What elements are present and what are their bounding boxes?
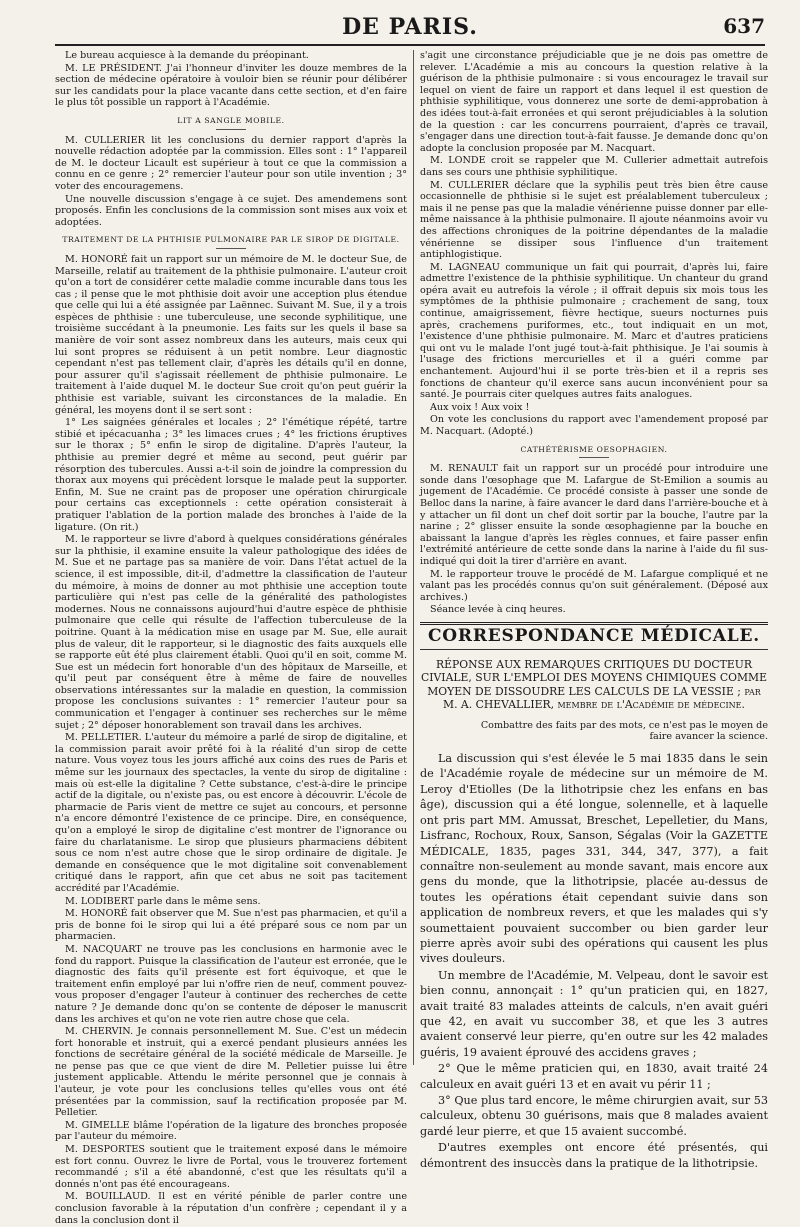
paragraph: M. CULLERIER déclare que la syphilis peut très bien être cause occasionnelle de phthisie si le sujet est préalablement tuberculeux ; mais il ne pense pas que la maladie vénérienne puisse donner par elle-même naissance à la phthisie pulmonaire. Il ajoute néanmoins avoir vu des affections chroniques de la poitrine dépendantes de la maladie vénérienne se dissiper sous l'influence d'un traitement antiphlogistique. — [420, 179, 768, 261]
paragraph: Le bureau acquiesce à la demande du préopinant. — [65, 50, 309, 61]
paragraph: M. NACQUART ne trouve pas les conclusions en harmonie avec le fond du rapport. Puisque la classification de l'auteur est erronée, que le diagnostic des faits qu'il présente est fort équivoque, et que le traitement enfin employé par lui n'offre rien de neuf, comment pouvez-vous proposer d'engager l'auteur à continuer des recherches de cette nature ? Je demande donc qu'on se contente de déposer le manuscrit dans les archives et qu'on ne vote rien autre chose que cela. — [55, 943, 407, 1025]
paragraph: 1° Les saignées générales et locales ; 2° l'émétique répété, tartre stibié et ipécacuanha ; 3° les limaces crues ; 4° les frictions éruptives sur le thorax ; 5° enfin le sirop de digitaline. D'après l'auteur, la phthisie au premier degré et même au second, peut guérir par résorption des tubercules. Aussi a-t-il soin de joindre la compression du thorax aux moyens qui précèdent lorsque le malade peut la supporter. Enfin, M. Sue ne craint pas de proposer une opération chirurgicale pour certains cas exceptionnels : cette opération consisterait à pratiquer l'ablation de la portion malade des bronches à l'aide de la ligature. (On rit.) — [55, 417, 407, 533]
section-heading: LIT A SANGLE MOBILE. — [55, 115, 407, 130]
paragraph: M. LE PRÉSIDENT. J'ai l'honneur d'inviter les douze membres de la section de médecine opératoire à vouloir bien se réunir pour délibérer sur les candidats pour la place vacante dans cette section, et d'en faire le plus tôt possible un rapport à l'Académie. — [55, 62, 407, 109]
paragraph: M. DESPORTES soutient que le traitement exposé dans le mémoire est fort connu. Ouvrez le livre de Portal, vous le trouverez fortement recommandé ; s'il a été abandonné, c'est que les résultats qu'il a donnés n'ont pas été encourageans. — [55, 1144, 407, 1190]
paragraph: M. BOUILLAUD. Il est en vérité pénible de parler contre une conclusion favorable à la réputation d'un confrère ; cependant il y a dans la conclusion dont il — [55, 1191, 407, 1226]
section-heading: CATHÉTÉRISME OESOPHAGIEN. — [420, 444, 768, 459]
paragraph: s'agit une circonstance préjudiciable que je ne dois pas omettre de relever. L'Académie a mis au concours la question relative à la guérison de la phthisie pulmonaire : si vous encouragez le travail sur lequel on vient de faire un rapport et dans lequel il est question de phthisie syphilitique, vous donnerez une sorte de demi-approbation à des idées tout-à-fait erronées et qui seront préjudiciables à la solution de la question : car les concurrens pourraient, d'après ce travail, s'engager dans une direction tout-à-fait fausse. Je demande donc qu'on adopte la conclusion proposée par M. Nacquart. — [420, 50, 768, 154]
paragraph: M. le rapporteur trouve le procédé de M. Lafargue compliqué et ne valant pas les procédés connus qu'on suit généralement. (Déposé aux archives.) — [420, 568, 768, 603]
page-header — [55, 14, 765, 46]
paragraph: M. GIMELLE blâme l'opération de la ligature des bronches proposée par l'auteur du mémoire. — [55, 1119, 407, 1143]
paragraph: Séance levée à cinq heures. — [430, 604, 566, 616]
epigraph: Combattre des faits par des mots, ce n'est pas le moyen de faire avancer la science. — [480, 719, 768, 743]
paragraph: M. PELLETIER. L'auteur du mémoire a parlé de sirop de digitaline, et la commission parait avoir prêté foi à la réalité d'un sirop de cette nature. Vous voyez tous les jours affiché aux coins des rues de Paris et même sur les journaux des spectacles, la vente du sirop de digitaline : mais où est-elle la digitaline ? Cette substance, c'est-à-dire le principe actif de la digitale, ou n'existe pas, ou est encore à découvrir. L'école de pharmacie de Paris vient de mettre ce sujet au concours, et personne n'a encore démontré l'existence de ce principe. Dire, en conséquence, qu'on a employé le sirop de digitaline c'est montrer de l'ignorance ou faire du charlatanisme. Le sirop que plusieurs pharmaciens débitent sous ce nom n'est autre chose que le sirop ordinaire de digitale. Je demande en conséquence que le mot digitaline soit convenablement critiqué dans le rapport, afin que cet abus ne soit pas tacitement accrédité par l'Académie. — [55, 732, 407, 894]
title-underline — [420, 649, 768, 650]
paragraph: Un membre de l'Académie, M. Velpeau, dont le savoir est bien connu, annonçait : 1° qu'un praticien qui, en 1827, avait traité 83 malades atteints de calculs, n'en avait guéri que 42, en avait vu succomber 38, et que les 3 autres avaient conservé leur pierre, qu'en outre sur les 42 malades guéris, 19 avaient éprouvé des accidens graves ; — [420, 968, 768, 1059]
article-subtitle: RÉPONSE AUX REMARQUES CRITIQUES DU DOCTEUR CIVIALE, SUR L'EMPLOI DES MOYENS CHIMIQUES COMME MOYEN DE DISSOUDRE LES CALCULS DE LA VESSIE ; par M. A. CHEVALLIER, membre de l'Académie de médecine. — [420, 657, 767, 712]
paragraph: La discussion qui s'est élevée le 5 mai 1835 dans le sein de l'Académie royale de médecine sur un mémoire de M. Leroy d'Etiolles (De la lithotripsie chez les enfans en bas âge), discussion qui a été longue, solennelle, et à laquelle ont pris part MM. Amussat, Breschet, Lepelletier, du Mans, Lisfranc, Rochoux, Roux, Sanson, Ségalas (Voir la GAZETTE MÉDICALE, 1835, pages 331, 344, 347, 377), a fait connaître non-seulement au monde savant, mais encore aux gens du monde, que la lithotripsie, placée au-dessus de toutes les opérations était cependant suivie dans son application de nombreux revers, et que les malades qui s'y soumettaient pouvaient succomber ou bien garder leur pierre après avoir subi des opérations qui causent les plus vives douleurs. — [420, 752, 768, 966]
paragraph: Aux voix ! Aux voix ! — [430, 401, 530, 413]
paragraph: M. HONORÉ fait un rapport sur un mémoire de M. le docteur Sue, de Marseille, relatif au traitement de la phthisie pulmonaire. L'auteur croit qu'on a tort de considérer cette maladie comme incurable dans tous les cas ; il pense que le mot phthisie doit avoir une acception plus étendue que celle qui lui a été assignée par Laënnec. Suivant M. Sue, il y a trois espèces de phthisie : une tuberculeuse, une seconde syphilitique, une troisième succédant à la pneumonie. Les faits sur les quels il base sa manière de voir sont assez nombreux dans les auteurs, mais ceux qui lui sont propres se réduisent à un petit nombre. Leur diagnostic cependant n'est pas tellement clair, d'après les détails qu'il en donne, pour assurer qu'il s'agissait réellement de phthisie pulmonaire. Le traitement à l'aide duquel M. le docteur Sue croit qu'on peut guérir la phthisie est variable, suivant les circonstances de la maladie. En général, les moyens dont il se sert sont : — [55, 253, 407, 416]
left-column — [55, 50, 407, 1227]
correspondence-title: CORRESPONDANCE MÉDICALE. — [427, 625, 761, 646]
paragraph: On vote les conclusions du rapport avec l'amendement proposé par M. Nacquart. (Adopté.) — [420, 414, 768, 437]
section-divider — [420, 622, 768, 625]
right-column — [420, 50, 768, 1172]
paragraph: Une nouvelle discussion s'engage à ce sujet. Des amendemens sont proposés. Enfin les conclusions de la commission sont mises aux voix et adoptées. — [55, 193, 407, 228]
paragraph: D'autres exemples ont encore été présentés, qui démontrent des insuccès dans la pratique de la lithotripsie. — [420, 1141, 768, 1170]
paragraph: M. LODIBERT parle dans le même sens. — [65, 895, 261, 907]
paragraph: M. LAGNEAU communique un fait qui pourrait, d'après lui, faire admettre l'existence de la phthisie syphilitique. Un chanteur du grand opéra avait eu autrefois la vérole ; il offrait depuis six mois tous les symptômes de la phthisie pulmonaire ; crachement de sang, toux continue, amaigrissement, fièvre hectique, sueurs nocturnes puis après, crachemens puriformes, etc., tout indiquait en un mot, l'existence d'une phthisie pulmonaire. M. Marc et d'autres praticiens qui ont vu le malade l'ont jugé tout-à-fait phthisique. Je l'ai soumis à l'usage des frictions mercurielles et il a guéri comme par enchantement. Aujourd'hui il se porte très-bien et il a repris ses fonctions de chanteur qu'il exerce sans aucun inconvénient pour sa santé. Je pourrais citer quelques autres faits analogues. — [420, 261, 768, 401]
paragraph: 3° Que plus tard encore, le même chirurgien avait, sur 53 calculeux, obtenu 30 guérisons, mais que 8 malades avaient gardé leur pierre, et que 15 avaient succombé. — [420, 1094, 768, 1138]
running-title: DE PARIS. — [342, 14, 478, 40]
paragraph: M. RENAULT fait un rapport sur un procédé pour introduire une sonde dans l'œsophage que M. Lafargue de St-Emilion a soumis au jugement de l'Académie. Ce procédé consiste à passer une sonde de Belloc dans la narine, à faire avancer le dard dans l'arrière-bouche et à y attacher un fil dont un chef doit sortir par la bouche, l'autre par la narine ; 2° glisser ensuite la sonde œsophagienne par la bouche en abaissant la langue d'après les règles connues, et faire passer enfin l'extrémité antérieure de cette sonde dans la narine à l'aide du fil sus-indiqué qui doit la tirer d'arrière en avant. — [420, 463, 768, 567]
column-divider — [413, 50, 414, 1065]
paragraph: M. CHERVIN. Je connais personnellement M. Sue. C'est un médecin fort honorable et instruit, qui a exercé pendant plusieurs années les fonctions de secrétaire général de la société médicale de Marseille. Je ne pense pas que ce que vient de dire M. Pelletier puisse lui être justement applicable. Attendu le mérite personnel que je connais à l'auteur, je vote pour les conclusions telles qu'elles vous ont été présentées par la commission, sauf la rectification proposée par M. Pelletier. — [55, 1026, 407, 1119]
paragraph: M. LONDE croit se rappeler que M. Cullerier admettait autrefois dans ses cours une phthisie syphilitique. — [420, 155, 768, 178]
paragraph: M. le rapporteur se livre d'abord à quelques considérations générales sur la phthisie, il examine ensuite la valeur pathologique des idées de M. Sue et ne partage pas sa manière de voir. Dans l'état actuel de la science, il est impossible, dit-il, d'admettre la classification de l'auteur du mémoire, à moins de donner au mot phthisie une acception toute particulière qui n'est pas celle de la généralité des pathologistes modernes. Nous ne connaissons aujourd'hui d'autre espèce de phthisie pulmonaire que celle qui résulte de l'affection tuberculeuse de la poitrine. Quant à la médication mise en usage par M. Sue, elle aurait plus de valeur, dit le rapporteur, si le diagnostic des faits auxquels elle se rapporte eût été plus clairement établi. Quoi qu'il en soit, comme M. Sue est un médecin fort honorable d'un des hôpitaux de Marseille, et qu'il peut par conséquent être à même de faire de nouvelles observations intéressantes sur la maladie en question, la commission propose les conclusions suivantes : 1° remercier l'auteur pour sa communication et l'engager à continuer ses recherches sur le même sujet ; 2° déposer honorablement son travail dans les archives. — [55, 534, 407, 731]
article-body — [420, 751, 768, 1171]
page-number: 637 — [723, 14, 765, 38]
paragraph: 2° Que le même praticien qui, en 1830, avait traité 24 calculeux en avait guéri 13 et en avait vu périr 11 ; — [420, 1062, 768, 1091]
paragraph: M. HONORÉ fait observer que M. Sue n'est pas pharmacien, et qu'il a pris de bonne foi le sirop qui lui a été préparé sous ce nom par un pharmacien. — [55, 908, 407, 943]
section-heading: TRAITEMENT DE LA PHTHISIE PULMONAIRE PAR LE SIROP DE DIGITALE. — [55, 234, 407, 249]
paragraph: M. CULLERIER lit les conclusions du dernier rapport d'après la nouvelle rédaction adoptée par la commission. Elles sont : 1° l'appareil de M. le docteur Licault est supérieur à tout ce que la commission a connu en ce genre ; 2° remercier l'auteur pour son utile invention ; 3° voter des encouragemens. — [55, 134, 407, 192]
